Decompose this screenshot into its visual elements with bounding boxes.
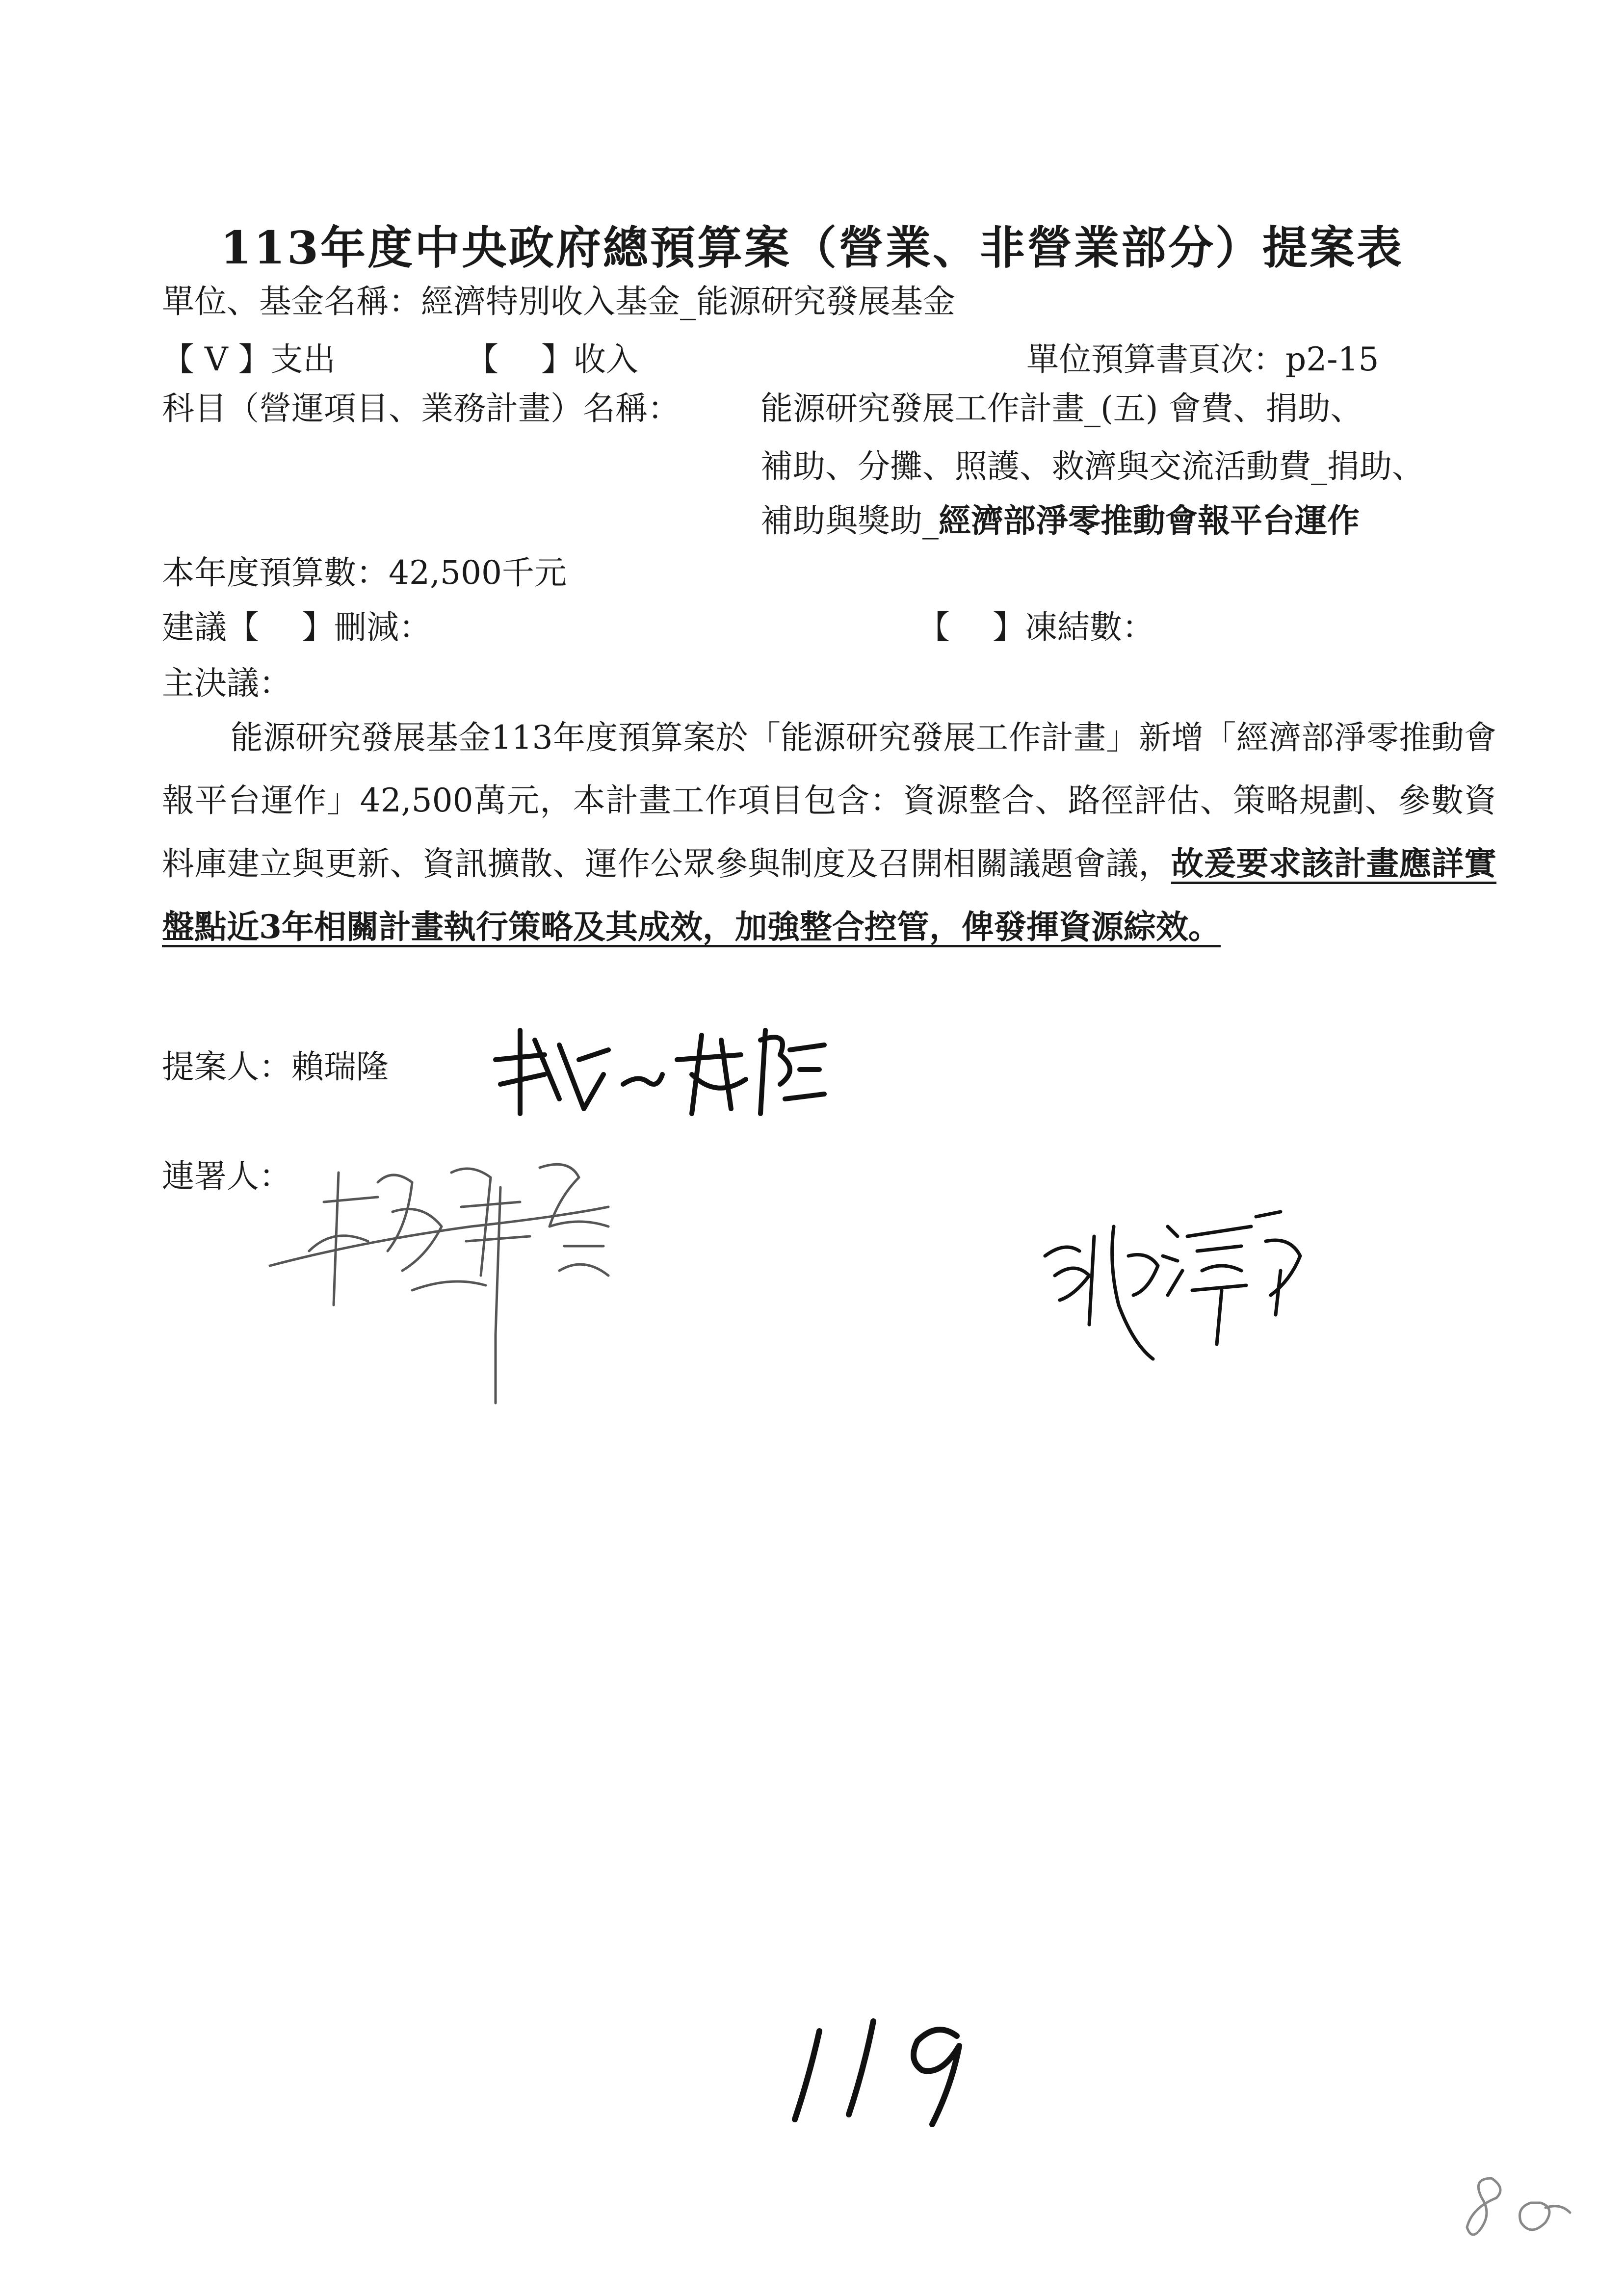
proposer-signature (486, 1001, 829, 1128)
subject-line-3-prefix: 補助與獎助_ (760, 502, 939, 540)
handwritten-corner-mark (1462, 2168, 1580, 2249)
cosigner-signature-2 (1035, 1197, 1310, 1374)
resolution-text: 能源研究發展基金113年度預算案於「能源研究發展工作計畫」新增「經濟部淨零推動會報平台運作」42,500萬元，本計畫工作項目包含：資源整合、路徑評估、策略規劃、參數資料庫建立與更新、資訊擴散、運作公眾參與制度及召開相關議題會議， (162, 719, 1496, 883)
budget-page-reference: 單位預算書頁次：p2-15 (1026, 340, 1379, 378)
handwritten-page-number (775, 2002, 1001, 2131)
resolution-label: 主決議： (162, 664, 291, 702)
cosigner-signature-1 (265, 1128, 648, 1423)
subject-label: 科目（營運項目、業務計畫）名稱： (162, 390, 680, 427)
annual-budget: 本年度預算數：42,500千元 (162, 554, 567, 592)
subject-line-3 (760, 501, 1360, 540)
cosigners-label: 連署人： (162, 1157, 291, 1195)
resolution-emphasis: 故爰要求該計畫應詳實盤點近3年相關計畫執行策略及其成效，加強整合控管，俾發揮資源綜效。 (162, 844, 1497, 946)
form-title: 113年度中央政府總預算案（營業、非營業部分）提案表 (220, 221, 1404, 274)
unit-fund-name: 單位、基金名稱：經濟特別收入基金_能源研究發展基金 (162, 283, 955, 320)
expense-checkbox-label: 【 V 】支出 (162, 340, 336, 378)
subject-line-1: 能源研究發展工作計畫_(五) 會費、捐助、 (760, 390, 1363, 427)
resolution-body (162, 706, 1496, 959)
income-checkbox-label: 【 】收入 (466, 340, 638, 378)
proposer-label: 提案人：賴瑞隆 (162, 1048, 389, 1086)
suggestion-freeze: 【 】凍結數： (917, 608, 1154, 646)
subject-line-2: 補助、分攤、照護、救濟與交流活動費_捐助、 (760, 447, 1424, 485)
suggestion-cut: 建議【 】刪減： (162, 608, 431, 646)
subject-project-name: 經濟部淨零推動會報平台運作 (939, 501, 1360, 540)
